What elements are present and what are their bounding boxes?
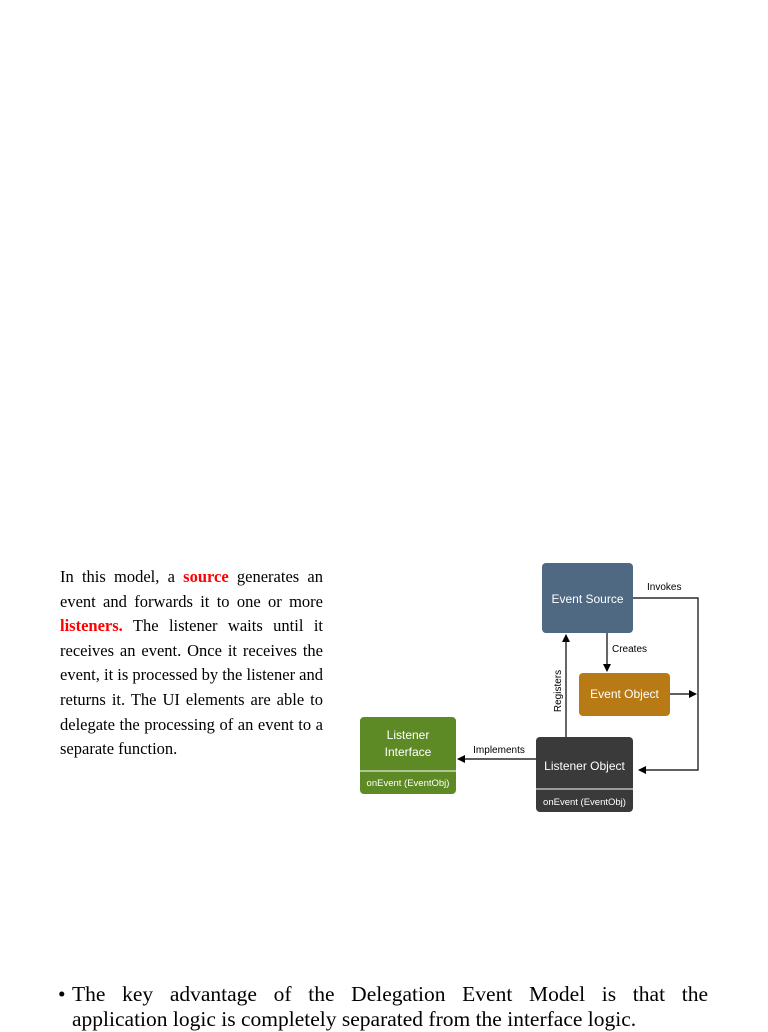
paragraph-text-3: The listener waits until it receives an event. Once it receives the event, it is processed by the listener and returns it. The UI elements are able to delegate the processing of an event to a separate function. xyxy=(60,616,324,759)
source-keyword: source xyxy=(183,567,229,586)
listener-interface-label-2: Interface xyxy=(384,745,432,759)
invokes-label: Invokes xyxy=(647,582,682,593)
paragraph-text-1: In this model, a xyxy=(60,567,184,586)
description-paragraph xyxy=(60,565,323,762)
implements-connector xyxy=(458,745,536,759)
listener-interface-box xyxy=(360,717,456,794)
bullet-point xyxy=(58,982,708,1007)
event-source-box xyxy=(542,563,633,633)
delegation-event-model-diagram xyxy=(352,555,712,820)
bullet-glyph: • xyxy=(58,982,66,1006)
listeners-keyword: listeners. xyxy=(60,616,123,636)
paragraph-text-2: generates an event and forwards it to one or more xyxy=(60,567,323,611)
listener-object-box xyxy=(536,737,633,812)
event-object-label: Event Object xyxy=(590,687,659,701)
creates-label: Creates xyxy=(612,644,648,655)
bullet-line-2: application logic is completely separated from the interface logic. xyxy=(72,1007,637,1031)
registers-connector xyxy=(553,635,566,737)
listener-object-label: Listener Object xyxy=(544,759,625,773)
registers-label: Registers xyxy=(553,669,564,713)
listener-object-method: onEvent (EventObj) xyxy=(543,797,626,808)
implements-label: Implements xyxy=(473,745,525,756)
event-object-box xyxy=(579,673,670,716)
creates-connector xyxy=(607,633,647,671)
listener-interface-label-1: Listener xyxy=(386,728,430,742)
bullet-line-1: The key advantage of the Delegation Event Model is that the xyxy=(72,982,708,1006)
event-source-label: Event Source xyxy=(551,592,624,606)
listener-interface-method: onEvent (EventObj) xyxy=(366,778,450,789)
